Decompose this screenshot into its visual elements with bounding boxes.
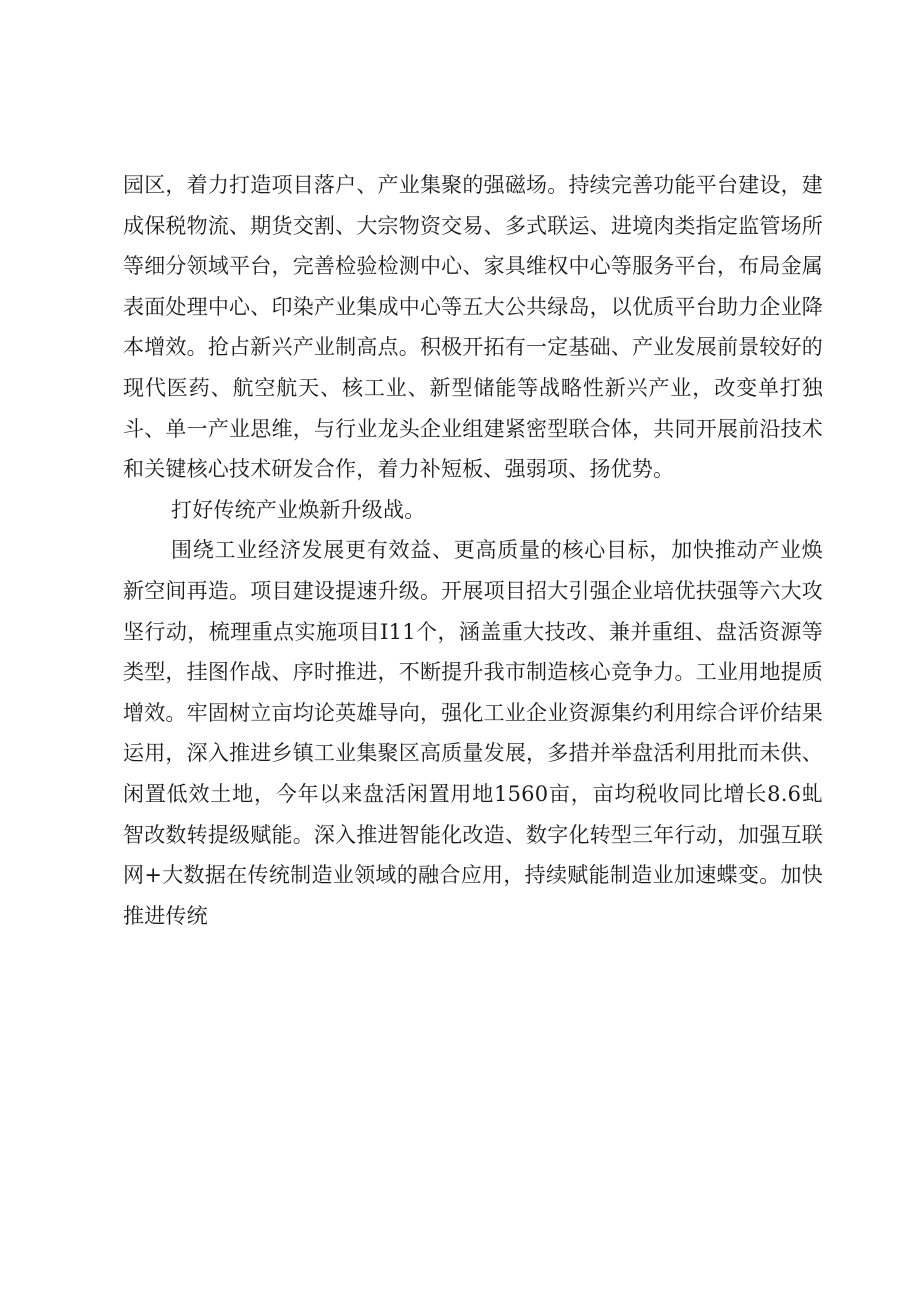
paragraph-continuation: 园区，着力打造项目落户、产业集聚的强磁场。持续完善功能平台建设，建成保税物流、期货交割、大宗物资交易、多式联运、进境肉类指定监管场所等细分领域平台，完善检验检测中心、家具维权中心等服务平台，布局金属表面处理中心、印染产业集成中心等五大公共绿岛，以优质平台助力企业降本增效。抢占新兴产业制高点。积极开拓有一定基础、产业发展前景较好的现代医药、航空航天、核工业、新型储能等战略性新兴产业，改变单打独斗、单一产业思维，与行业龙头企业组建紧密型联合体，共同开展前沿技术和关键核心技术研发合作，着力补短板、强弱项、扬优势。	[123, 173, 823, 482]
paragraph-body: 围绕工业经济发展更有效益、更高质量的核心目标，加快推动产业焕新空间再造。项目建设提速升级。开展项目招大引强企业培优扶强等六大攻坚行动，梳理重点实施项目I11个，涵盖重大技改、兼并重组、盘活资源等类型，挂图作战、序时推进，不断提升我市制造核心竞争力。工业用地提质增效。牢固树立亩均论英雄导向，强化工业企业资源集约利用综合评价结果运用，深入推进乡镇工业集聚区高质量发展，多措并举盘活利用批而未供、闲置低效土地，今年以来盘活闲置用地1560亩，亩均税收同比增长8.6虬智改数转提级赋能。深入推进智能化改造、数字化转型三年行动，加强互联网+大数据在传统制造业领域的融合应用，持续赋能制造业加速蝶变。加快推进传统	[123, 538, 823, 928]
document-body	[123, 165, 823, 936]
section-heading: 打好传统产业焕新升级战。	[171, 497, 426, 522]
